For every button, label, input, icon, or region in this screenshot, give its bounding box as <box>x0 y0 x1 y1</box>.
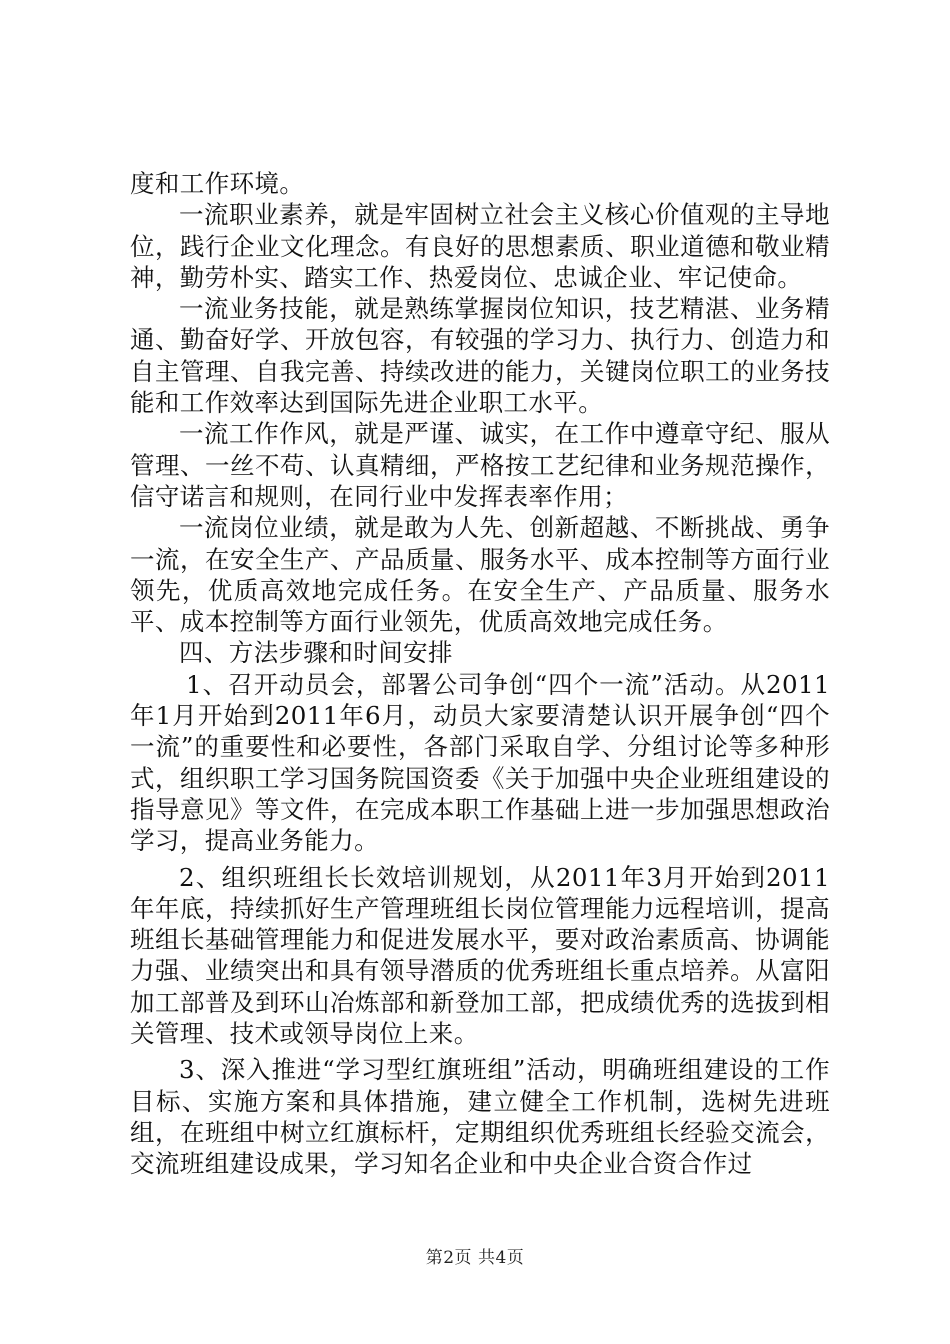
paragraph-professional-quality: 一流职业素养，就是牢固树立社会主义核心价值观的主导地位，践行企业文化理念。有良好的思想素质、职业道德和敬业精神，勤劳朴实、踏实工作、热爱岗位、忠诚企业、牢记使命。 <box>130 200 830 292</box>
paragraph-step-3: 3、深入推进“学习型红旗班组”活动，明确班组建设的工作目标、实施方案和具体措施，建立健全工作机制，选树先进班组，在班组中树立红旗标杆，定期组织优秀班组长经验交流会，交流班组建设成果，学习知名企业和中央企业合资合作过 <box>130 1055 830 1179</box>
paragraph-work-style: 一流工作作风，就是严谨、诚实，在工作中遵章守纪、服从管理、一丝不苟、认真精细，严格按工艺纪律和业务规范操作，信守诺言和规则，在同行业中发挥表率作用； <box>130 419 830 511</box>
paragraph-continuation: 度和工作环境。 <box>130 169 305 198</box>
section-heading: 四、方法步骤和时间安排 <box>179 638 453 668</box>
paragraph-job-performance: 一流岗位业绩，就是敢为人先、创新超越、不断挑战、勇争一流，在安全生产、产品质量、服务水平、成本控制等方面行业领先，优质高效地完成任务。在安全生产、产品质量、服务水平、成本控制等方面行业领先，优质高效地完成任务。 <box>130 513 830 637</box>
paragraph-business-skills: 一流业务技能，就是熟练掌握岗位知识，技艺精湛、业务精通、勤奋好学、开放包容，有较强的学习力、执行力、创造力和自主管理、自我完善、持续改进的能力，关键岗位职工的业务技能和工作效率达到国际先进企业职工水平。 <box>130 294 830 418</box>
document-body <box>130 168 830 1180</box>
paragraph-step-1: 1、召开动员会，部署公司争创“四个一流”活动。从2011年1月开始到2011年6月，动员大家要清楚认识开展争创“四个一流”的重要性和必要性，各部门采取自学、分组讨论等多种形式，组织职工学习国务院国资委《关于加强中央企业班组建设的指导意见》等文件，在完成本职工作基础上进一步加强思想政治学习，提高业务能力。 <box>130 669 830 856</box>
paragraph-step-2: 2、组织班组长长效培训规划，从2011年3月开始到2011年年底，持续抓好生产管理班组长岗位管理能力远程培训，提高班组长基础管理能力和促进发展水平，要对政治素质高、协调能力强、业绩突出和具有领导潜质的优秀班组长重点培养。从富阳加工部普及到环山冶炼部和新登加工部，把成绩优秀的选拔到相关管理、技术或领导岗位上来。 <box>130 862 830 1049</box>
page-footer: 第2页 共4页 <box>425 1248 525 1268</box>
